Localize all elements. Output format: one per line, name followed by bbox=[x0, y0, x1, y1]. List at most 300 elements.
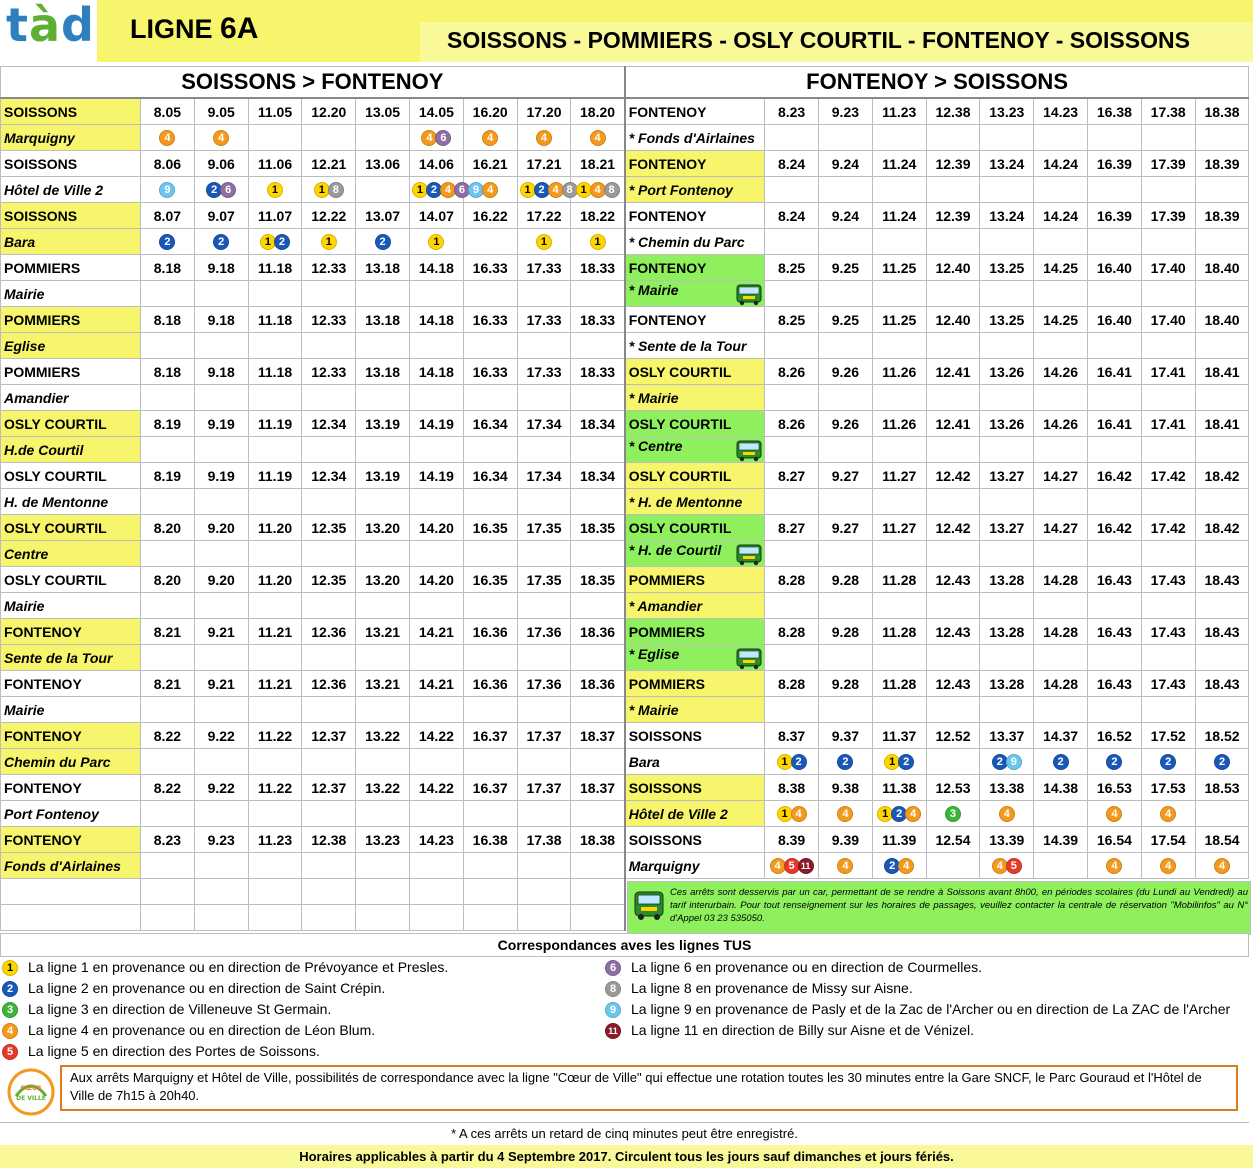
right-time: 11.25 bbox=[872, 255, 926, 281]
left-badges bbox=[571, 385, 625, 411]
right-time: 13.25 bbox=[980, 307, 1034, 333]
left-badges bbox=[302, 853, 356, 879]
right-stop-city: FONTENOY bbox=[625, 255, 765, 281]
left-time: 9.19 bbox=[194, 463, 248, 489]
line-4-badge-icon: 4 bbox=[999, 806, 1015, 822]
right-stop-name bbox=[625, 385, 765, 411]
left-time: 16.33 bbox=[463, 307, 517, 333]
right-time: 9.38 bbox=[819, 775, 873, 801]
right-badges bbox=[1141, 749, 1195, 775]
left-stop-city: POMMIERS bbox=[1, 255, 141, 281]
correspondance-text: La ligne 6 en provenance ou en direction de Courmelles. bbox=[631, 959, 983, 975]
correspondance-item bbox=[3, 999, 331, 1020]
table-row bbox=[1, 619, 1249, 645]
correspondance-item bbox=[3, 1020, 375, 1041]
table-row bbox=[1, 125, 1249, 151]
right-stop-city: FONTENOY bbox=[625, 307, 765, 333]
table-row bbox=[1, 281, 1249, 307]
right-time: 11.28 bbox=[872, 567, 926, 593]
left-badges bbox=[194, 125, 248, 151]
left-badges bbox=[517, 177, 571, 203]
left-badges bbox=[463, 489, 517, 515]
right-time: 18.53 bbox=[1195, 775, 1249, 801]
left-time: 17.33 bbox=[517, 255, 571, 281]
line-4-badge-icon: 4 bbox=[159, 130, 175, 146]
left-time: 16.22 bbox=[463, 203, 517, 229]
right-time: 13.28 bbox=[980, 619, 1034, 645]
line-2-badge-icon: 2 bbox=[898, 754, 914, 770]
table-row bbox=[1, 203, 1249, 229]
left-badges bbox=[517, 697, 571, 723]
left-badges bbox=[248, 749, 302, 775]
right-stop-name bbox=[625, 749, 765, 775]
table-row bbox=[1, 697, 1249, 723]
left-time: 14.21 bbox=[409, 619, 463, 645]
right-badges bbox=[980, 281, 1034, 307]
table-row bbox=[1, 489, 1249, 515]
left-badges bbox=[409, 489, 463, 515]
right-stop-name bbox=[625, 177, 765, 203]
right-stop-city: FONTENOY bbox=[625, 98, 765, 125]
bus-note bbox=[627, 881, 1251, 935]
right-badges bbox=[1034, 541, 1088, 567]
left-time: 8.22 bbox=[141, 775, 195, 801]
left-time: 13.21 bbox=[356, 671, 410, 697]
left-stop-city: FONTENOY bbox=[1, 775, 141, 801]
line-4-badge-icon: 4 bbox=[992, 858, 1008, 874]
right-badges bbox=[1087, 645, 1141, 671]
right-badges bbox=[1195, 177, 1249, 203]
left-badges bbox=[571, 749, 625, 775]
right-stop-name-text: * Fonds d'Airlaines bbox=[628, 129, 755, 146]
left-time: 9.06 bbox=[194, 151, 248, 177]
left-stop-city: SOISSONS bbox=[1, 98, 141, 125]
left-time: 11.20 bbox=[248, 515, 302, 541]
left-badges bbox=[517, 645, 571, 671]
blank-cell bbox=[356, 905, 410, 931]
right-time: 12.43 bbox=[926, 567, 980, 593]
left-stop-name: Bara bbox=[1, 229, 141, 255]
left-time: 12.35 bbox=[302, 567, 356, 593]
line-9-badge-icon: 9 bbox=[468, 182, 484, 198]
right-time: 14.25 bbox=[1034, 307, 1088, 333]
right-time: 17.38 bbox=[1141, 98, 1195, 125]
logo-d: d bbox=[61, 0, 95, 52]
left-time: 11.18 bbox=[248, 255, 302, 281]
line-9-badge-icon: 9 bbox=[1006, 754, 1022, 770]
left-time: 14.06 bbox=[409, 151, 463, 177]
left-time: 16.33 bbox=[463, 359, 517, 385]
left-badges bbox=[302, 229, 356, 255]
left-time: 11.07 bbox=[248, 203, 302, 229]
line-4-badge-icon: 4 bbox=[590, 130, 606, 146]
table-row bbox=[1, 515, 1249, 541]
right-badges bbox=[1087, 749, 1141, 775]
right-time: 13.38 bbox=[980, 775, 1034, 801]
right-time: 8.38 bbox=[765, 775, 819, 801]
right-badges bbox=[872, 229, 926, 255]
right-badges bbox=[765, 541, 819, 567]
line-5-badge-icon: 5 bbox=[2, 1044, 18, 1060]
right-time: 12.39 bbox=[926, 151, 980, 177]
right-time: 13.27 bbox=[980, 515, 1034, 541]
left-time: 16.35 bbox=[463, 567, 517, 593]
left-time: 17.37 bbox=[517, 723, 571, 749]
left-badges bbox=[356, 645, 410, 671]
right-badges bbox=[872, 541, 926, 567]
bus-icon bbox=[735, 284, 763, 306]
left-badges bbox=[356, 229, 410, 255]
right-time: 18.43 bbox=[1195, 619, 1249, 645]
left-time: 17.34 bbox=[517, 463, 571, 489]
left-badges bbox=[356, 697, 410, 723]
left-badges bbox=[463, 229, 517, 255]
right-time: 14.24 bbox=[1034, 151, 1088, 177]
left-time: 17.35 bbox=[517, 515, 571, 541]
left-badges bbox=[141, 853, 195, 879]
left-time: 8.20 bbox=[141, 567, 195, 593]
left-badges bbox=[302, 125, 356, 151]
blank-cell bbox=[571, 905, 625, 931]
right-time: 9.23 bbox=[819, 98, 873, 125]
left-time: 13.22 bbox=[356, 723, 410, 749]
right-time: 17.42 bbox=[1141, 515, 1195, 541]
left-time: 9.07 bbox=[194, 203, 248, 229]
right-time: 9.37 bbox=[819, 723, 873, 749]
logo-text bbox=[6, 0, 95, 52]
left-badges bbox=[302, 333, 356, 359]
right-time: 17.39 bbox=[1141, 203, 1195, 229]
left-time: 9.05 bbox=[194, 98, 248, 125]
left-time: 11.23 bbox=[248, 827, 302, 853]
left-badges bbox=[194, 489, 248, 515]
left-stop-city: OSLY COURTIL bbox=[1, 411, 141, 437]
right-time: 12.43 bbox=[926, 671, 980, 697]
right-time: 9.25 bbox=[819, 307, 873, 333]
right-badges bbox=[1141, 177, 1195, 203]
left-time: 12.33 bbox=[302, 255, 356, 281]
right-time: 8.39 bbox=[765, 827, 819, 853]
left-time: 13.19 bbox=[356, 411, 410, 437]
right-time: 14.25 bbox=[1034, 255, 1088, 281]
right-stop-name-text: Marquigny bbox=[628, 857, 700, 874]
line-1-badge-icon: 1 bbox=[2, 960, 18, 976]
right-time: 12.43 bbox=[926, 619, 980, 645]
left-badges bbox=[141, 541, 195, 567]
left-stop-name: H. de Mentonne bbox=[1, 489, 141, 515]
right-badges bbox=[765, 281, 819, 307]
right-badges bbox=[819, 437, 873, 463]
left-badges bbox=[409, 697, 463, 723]
line-number: 6A bbox=[220, 12, 259, 45]
line-1-badge-icon: 1 bbox=[777, 806, 793, 822]
right-time: 16.42 bbox=[1087, 463, 1141, 489]
left-stop-name: Mairie bbox=[1, 593, 141, 619]
left-time: 16.38 bbox=[463, 827, 517, 853]
line-2-badge-icon: 2 bbox=[375, 234, 391, 250]
left-time: 9.20 bbox=[194, 515, 248, 541]
right-stop-name-text: * Mairie bbox=[628, 281, 679, 298]
left-stop-name: Eglise bbox=[1, 333, 141, 359]
left-badges bbox=[409, 541, 463, 567]
right-badges bbox=[980, 697, 1034, 723]
correspondances-title: Correspondances aves les lignes TUS bbox=[0, 933, 1249, 957]
line-4-badge-icon: 4 bbox=[482, 182, 498, 198]
left-badges bbox=[302, 281, 356, 307]
blank-cell bbox=[194, 879, 248, 905]
right-time: 9.25 bbox=[819, 255, 873, 281]
left-time: 14.18 bbox=[409, 307, 463, 333]
left-time: 12.37 bbox=[302, 775, 356, 801]
right-badges bbox=[1034, 177, 1088, 203]
line-title bbox=[130, 12, 258, 46]
timetable bbox=[0, 66, 1249, 931]
blank-cell bbox=[302, 905, 356, 931]
right-badges bbox=[926, 749, 980, 775]
line-4-badge-icon: 4 bbox=[898, 858, 914, 874]
left-badges bbox=[356, 853, 410, 879]
right-badges bbox=[980, 489, 1034, 515]
line-4-badge-icon: 4 bbox=[837, 858, 853, 874]
left-time: 9.20 bbox=[194, 567, 248, 593]
bus-icon bbox=[735, 544, 763, 566]
correspondance-item bbox=[606, 978, 913, 999]
line-5-badge-icon: 5 bbox=[1006, 858, 1022, 874]
line-label: LIGNE bbox=[130, 14, 213, 44]
blank-cell bbox=[463, 879, 517, 905]
left-time: 13.18 bbox=[356, 307, 410, 333]
left-time: 9.18 bbox=[194, 307, 248, 333]
correspondance-item bbox=[3, 957, 448, 978]
correspondance-text: La ligne 2 en provenance ou en direction de Saint Crépin. bbox=[28, 980, 386, 996]
right-badges bbox=[1195, 801, 1249, 827]
right-stop-name bbox=[625, 281, 765, 307]
right-badges bbox=[926, 697, 980, 723]
correspondance-text: La ligne 1 en provenance ou en direction de Prévoyance et Presles. bbox=[28, 959, 449, 975]
svg-text:DE VILLE: DE VILLE bbox=[16, 1095, 46, 1102]
left-time: 8.20 bbox=[141, 515, 195, 541]
left-badges bbox=[463, 749, 517, 775]
blank-cell bbox=[1, 905, 141, 931]
right-badges bbox=[926, 333, 980, 359]
right-badges bbox=[1141, 593, 1195, 619]
left-time: 11.06 bbox=[248, 151, 302, 177]
left-stop-city: FONTENOY bbox=[1, 827, 141, 853]
correspondance-text: La ligne 5 en direction des Portes de Soissons. bbox=[28, 1043, 320, 1059]
right-badges bbox=[765, 593, 819, 619]
table-row bbox=[1, 177, 1249, 203]
left-badges bbox=[409, 749, 463, 775]
line-1-badge-icon: 1 bbox=[536, 234, 552, 250]
left-badges bbox=[409, 853, 463, 879]
right-badges bbox=[1195, 229, 1249, 255]
left-time: 9.18 bbox=[194, 255, 248, 281]
left-badges bbox=[571, 333, 625, 359]
line-4-badge-icon: 4 bbox=[548, 182, 564, 198]
table-row bbox=[1, 593, 1249, 619]
correspondance-text: La ligne 9 en provenance de Pasly et de la Zac de l'Archer ou en direction de La ZAC de l'Archer bbox=[631, 1001, 1231, 1017]
line-1-badge-icon: 1 bbox=[314, 182, 330, 198]
right-time: 18.43 bbox=[1195, 567, 1249, 593]
line-1-badge-icon: 1 bbox=[777, 754, 793, 770]
right-stop-name bbox=[625, 437, 765, 463]
line-8-badge-icon: 8 bbox=[604, 182, 620, 198]
left-time: 11.21 bbox=[248, 671, 302, 697]
blank-cell bbox=[409, 905, 463, 931]
left-badges bbox=[409, 645, 463, 671]
right-stop-city: SOISSONS bbox=[625, 827, 765, 853]
right-badges bbox=[1034, 593, 1088, 619]
right-badges bbox=[1034, 801, 1088, 827]
right-badges bbox=[819, 645, 873, 671]
logo-a: à bbox=[29, 0, 62, 52]
line-2-badge-icon: 2 bbox=[534, 182, 550, 198]
left-badges bbox=[356, 749, 410, 775]
line-4-badge-icon: 4 bbox=[770, 858, 786, 874]
left-stop-name: Mairie bbox=[1, 281, 141, 307]
line-4-badge-icon: 4 bbox=[905, 806, 921, 822]
right-badges bbox=[819, 385, 873, 411]
right-time: 13.39 bbox=[980, 827, 1034, 853]
right-badges bbox=[1141, 281, 1195, 307]
correspondance-item bbox=[606, 1020, 974, 1041]
right-time: 8.37 bbox=[765, 723, 819, 749]
blank-cell bbox=[356, 879, 410, 905]
right-badges bbox=[819, 125, 873, 151]
right-stop-city: POMMIERS bbox=[625, 671, 765, 697]
table-row bbox=[1, 567, 1249, 593]
right-badges bbox=[980, 333, 1034, 359]
left-badges bbox=[194, 437, 248, 463]
tad-logo bbox=[0, 0, 97, 60]
left-badges bbox=[194, 593, 248, 619]
right-time: 13.24 bbox=[980, 151, 1034, 177]
right-time: 11.23 bbox=[872, 98, 926, 125]
right-time: 16.41 bbox=[1087, 411, 1141, 437]
right-time: 11.27 bbox=[872, 463, 926, 489]
left-time: 11.20 bbox=[248, 567, 302, 593]
right-stop-name bbox=[625, 801, 765, 827]
left-stop-city: FONTENOY bbox=[1, 723, 141, 749]
right-time: 12.39 bbox=[926, 203, 980, 229]
right-badges bbox=[1195, 125, 1249, 151]
right-time: 12.52 bbox=[926, 723, 980, 749]
left-badges bbox=[571, 697, 625, 723]
table-row bbox=[1, 671, 1249, 697]
right-time: 12.41 bbox=[926, 411, 980, 437]
left-time: 14.18 bbox=[409, 255, 463, 281]
right-badges bbox=[819, 853, 873, 879]
left-time: 14.19 bbox=[409, 411, 463, 437]
right-time: 14.37 bbox=[1034, 723, 1088, 749]
left-badges bbox=[248, 801, 302, 827]
right-badges bbox=[819, 229, 873, 255]
right-time: 16.39 bbox=[1087, 203, 1141, 229]
right-badges bbox=[819, 333, 873, 359]
right-badges bbox=[765, 697, 819, 723]
line-6-badge-icon: 6 bbox=[605, 960, 621, 976]
right-badges bbox=[1034, 749, 1088, 775]
left-time: 8.06 bbox=[141, 151, 195, 177]
left-badges bbox=[356, 437, 410, 463]
right-time: 16.43 bbox=[1087, 619, 1141, 645]
right-time: 16.40 bbox=[1087, 307, 1141, 333]
left-badges bbox=[248, 281, 302, 307]
right-badges bbox=[819, 801, 873, 827]
left-badges bbox=[517, 229, 571, 255]
right-time: 18.41 bbox=[1195, 411, 1249, 437]
right-time: 8.27 bbox=[765, 515, 819, 541]
left-badges bbox=[248, 593, 302, 619]
left-time: 14.23 bbox=[409, 827, 463, 853]
right-stop-city: POMMIERS bbox=[625, 619, 765, 645]
line-5-badge-icon: 5 bbox=[784, 858, 800, 874]
right-badges bbox=[1034, 489, 1088, 515]
correspondance-text: La ligne 8 en provenance de Missy sur Aisne. bbox=[631, 980, 913, 996]
right-time: 16.38 bbox=[1087, 98, 1141, 125]
left-time: 9.21 bbox=[194, 671, 248, 697]
left-badges bbox=[302, 541, 356, 567]
left-badges bbox=[194, 541, 248, 567]
right-badges bbox=[1087, 437, 1141, 463]
right-badges bbox=[819, 281, 873, 307]
left-time: 16.37 bbox=[463, 775, 517, 801]
right-time: 16.43 bbox=[1087, 671, 1141, 697]
right-time: 14.28 bbox=[1034, 671, 1088, 697]
left-badges bbox=[248, 177, 302, 203]
left-badges bbox=[517, 333, 571, 359]
line-6-badge-icon: 6 bbox=[435, 130, 451, 146]
right-time: 13.28 bbox=[980, 671, 1034, 697]
right-stop-city: OSLY COURTIL bbox=[625, 359, 765, 385]
right-stop-city: SOISSONS bbox=[625, 775, 765, 801]
right-badges bbox=[765, 177, 819, 203]
line-1-badge-icon: 1 bbox=[260, 234, 276, 250]
right-time: 16.54 bbox=[1087, 827, 1141, 853]
direction-right-title: FONTENOY > SOISSONS bbox=[625, 67, 1249, 99]
right-time: 16.52 bbox=[1087, 723, 1141, 749]
blank-cell bbox=[517, 905, 571, 931]
right-time: 11.27 bbox=[872, 515, 926, 541]
left-badges bbox=[302, 801, 356, 827]
right-time: 12.42 bbox=[926, 463, 980, 489]
line-2-badge-icon: 2 bbox=[1106, 754, 1122, 770]
blank-cell bbox=[141, 879, 195, 905]
left-time: 18.34 bbox=[571, 463, 625, 489]
right-time: 9.27 bbox=[819, 515, 873, 541]
right-badges bbox=[1034, 853, 1088, 879]
left-badges bbox=[409, 333, 463, 359]
left-badges bbox=[517, 385, 571, 411]
right-time: 11.26 bbox=[872, 411, 926, 437]
left-badges bbox=[141, 229, 195, 255]
left-time: 11.18 bbox=[248, 307, 302, 333]
left-time: 8.21 bbox=[141, 619, 195, 645]
left-badges bbox=[571, 281, 625, 307]
left-time: 18.22 bbox=[571, 203, 625, 229]
right-time: 11.38 bbox=[872, 775, 926, 801]
right-badges bbox=[1087, 853, 1141, 879]
right-time: 17.39 bbox=[1141, 151, 1195, 177]
left-time: 17.33 bbox=[517, 359, 571, 385]
line-8-badge-icon: 8 bbox=[562, 182, 578, 198]
left-stop-city: FONTENOY bbox=[1, 671, 141, 697]
left-time: 16.37 bbox=[463, 723, 517, 749]
left-time: 14.21 bbox=[409, 671, 463, 697]
right-badges bbox=[980, 853, 1034, 879]
left-badges bbox=[356, 489, 410, 515]
left-badges bbox=[248, 385, 302, 411]
